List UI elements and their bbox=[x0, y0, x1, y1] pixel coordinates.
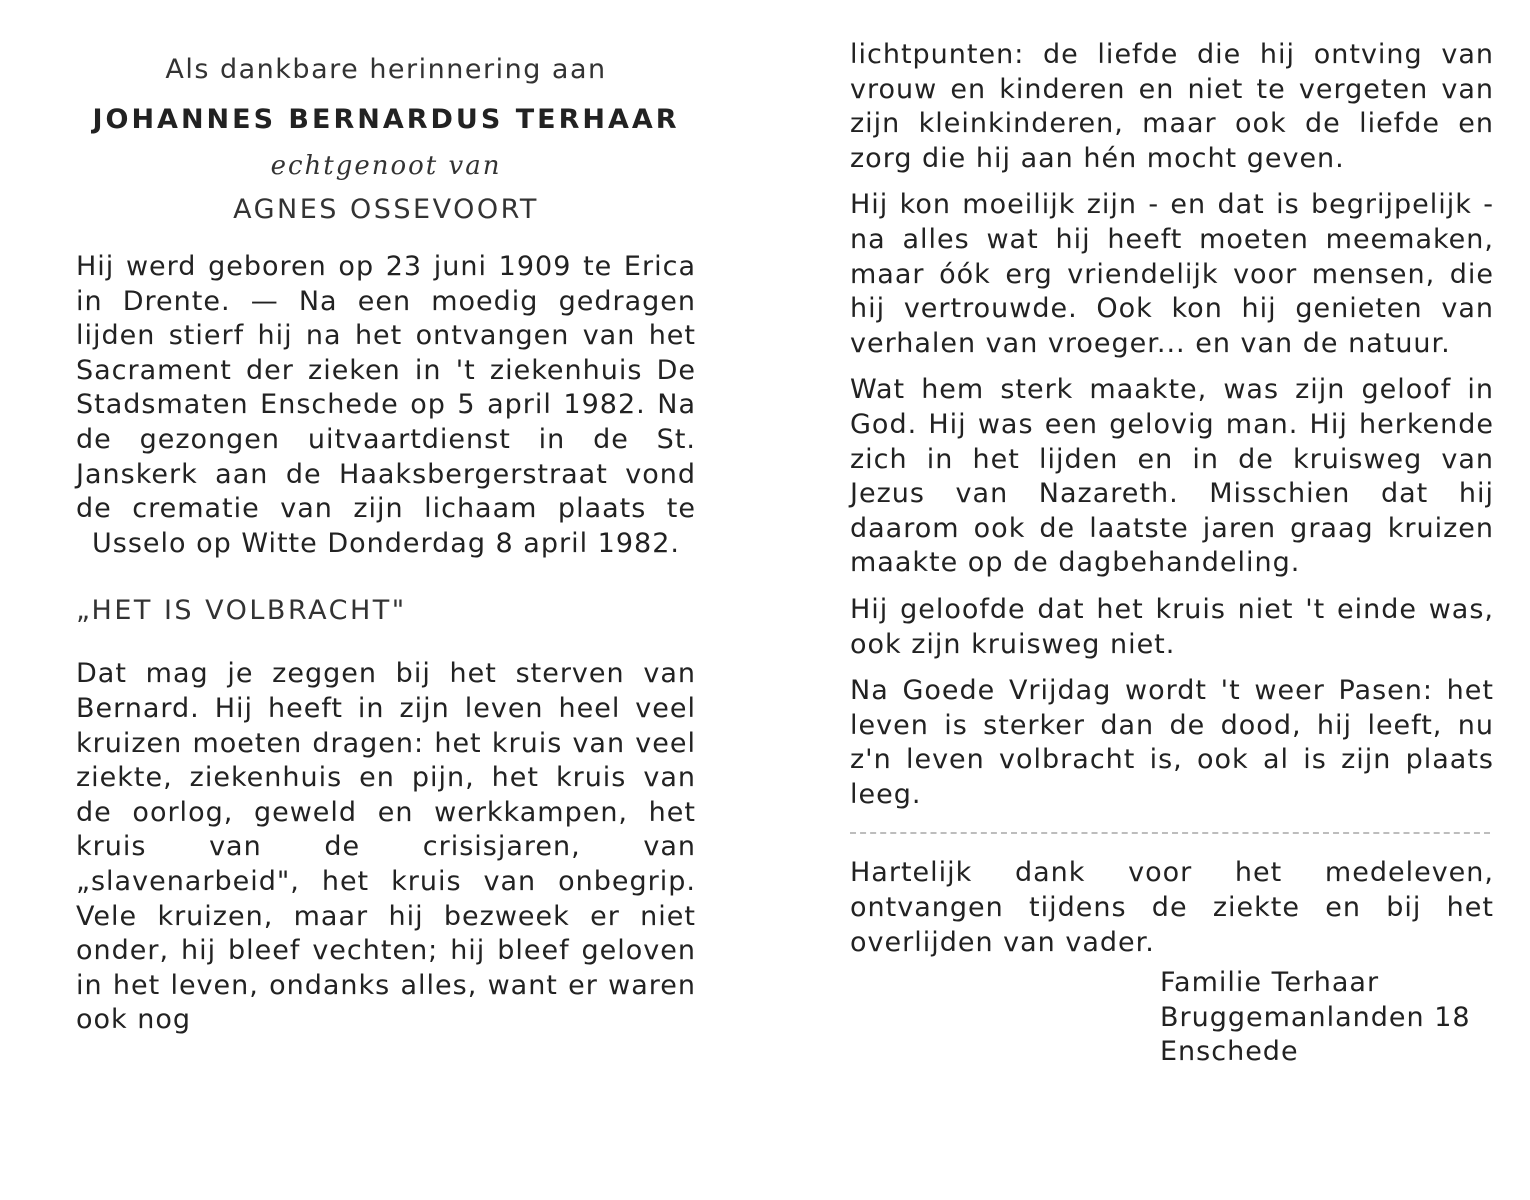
signature-block bbox=[1160, 966, 1494, 1070]
left-column bbox=[76, 50, 696, 1048]
right-paragraph-3: Wat hem sterk maakte, was zijn geloof in God. Hij was een gelovig man. Hij herkende zich in het lijden en in de kruisweg van Jezus van Nazareth. Misschien dat hij daarom ook de laatste jaren graag kruizen maakte op de dagbehandeling. bbox=[850, 374, 1494, 579]
signature-city: Enschede bbox=[1160, 1036, 1299, 1068]
quote-heading: „HET IS VOLBRACHT" bbox=[76, 595, 407, 627]
right-paragraph-5: Na Goede Vrijdag wordt 't weer Pasen: het leven is sterker dan de dood, hij leeft, nu z'n leven volbracht is, ook al is zijn plaats leeg. bbox=[850, 675, 1494, 810]
intro-line: Als dankbare herinnering aan bbox=[165, 54, 607, 85]
signature-family: Familie Terhaar bbox=[1160, 967, 1380, 999]
right-paragraph-1: lichtpunten: de liefde die hij ontving van vrouw en kinderen en niet te vergeten van zijn kleinkinderen, maar ook de liefde en zorg die hij aan hén mocht geven. bbox=[850, 39, 1494, 174]
spouse-label: echtgenoot van bbox=[270, 151, 502, 181]
section-divider bbox=[850, 832, 1490, 834]
right-paragraph-2: Hij kon moeilijk zijn - en dat is begrijpelijk - na alles wat hij heeft moeten meemaken, maar óók erg vriendelijk voor mensen, die hij vertrouwde. Ook kon hij genieten van verhalen van vroeger... en van de natuur. bbox=[850, 189, 1494, 359]
biography-paragraph: Hij werd geboren op 23 juni 1909 te Erica in Drente. — Na een moedig gedragen lijden stierf hij na het ontvangen van het Sacrament der zieken in 't ziekenhuis De Stadsmaten Enschede op 5 april 1982. Na de gezongen uitvaartdienst in de St. Janskerk aan de Haaksbergerstraat vond de crematie van zijn lichaam plaats te Usselo op Witte Donderdag 8 april 1982. bbox=[76, 251, 696, 559]
reflection-paragraph: Dat mag je zeggen bij het sterven van Bernard. Hij heeft in zijn leven heel veel kruizen moeten dragen: het kruis van veel ziekte, ziekenhuis en pijn, het kruis van de oorlog, geweld en werkkampen, het kruis van de crisisjaren, van „slavenarbeid", het kruis van onbegrip. Vele kruizen, maar hij bezweek er niet onder, hij bleef vechten; hij bleef geloven in het leven, ondanks alles, want er waren ook nog bbox=[76, 658, 696, 1036]
right-column bbox=[850, 38, 1494, 1070]
spouse-name: AGNES OSSEVOORT bbox=[233, 194, 539, 225]
right-paragraph-4: Hij geloofde dat het kruis niet 't einde was, ook zijn kruisweg niet. bbox=[850, 593, 1494, 660]
thanks-paragraph: Hartelijk dank voor het medeleven, ontvangen tijdens de ziekte en bij het overlijden van vader. bbox=[850, 857, 1494, 958]
signature-address: Bruggemanlanden 18 bbox=[1160, 1001, 1471, 1033]
deceased-name: JOHANNES BERNARDUS TERHAAR bbox=[92, 104, 680, 135]
